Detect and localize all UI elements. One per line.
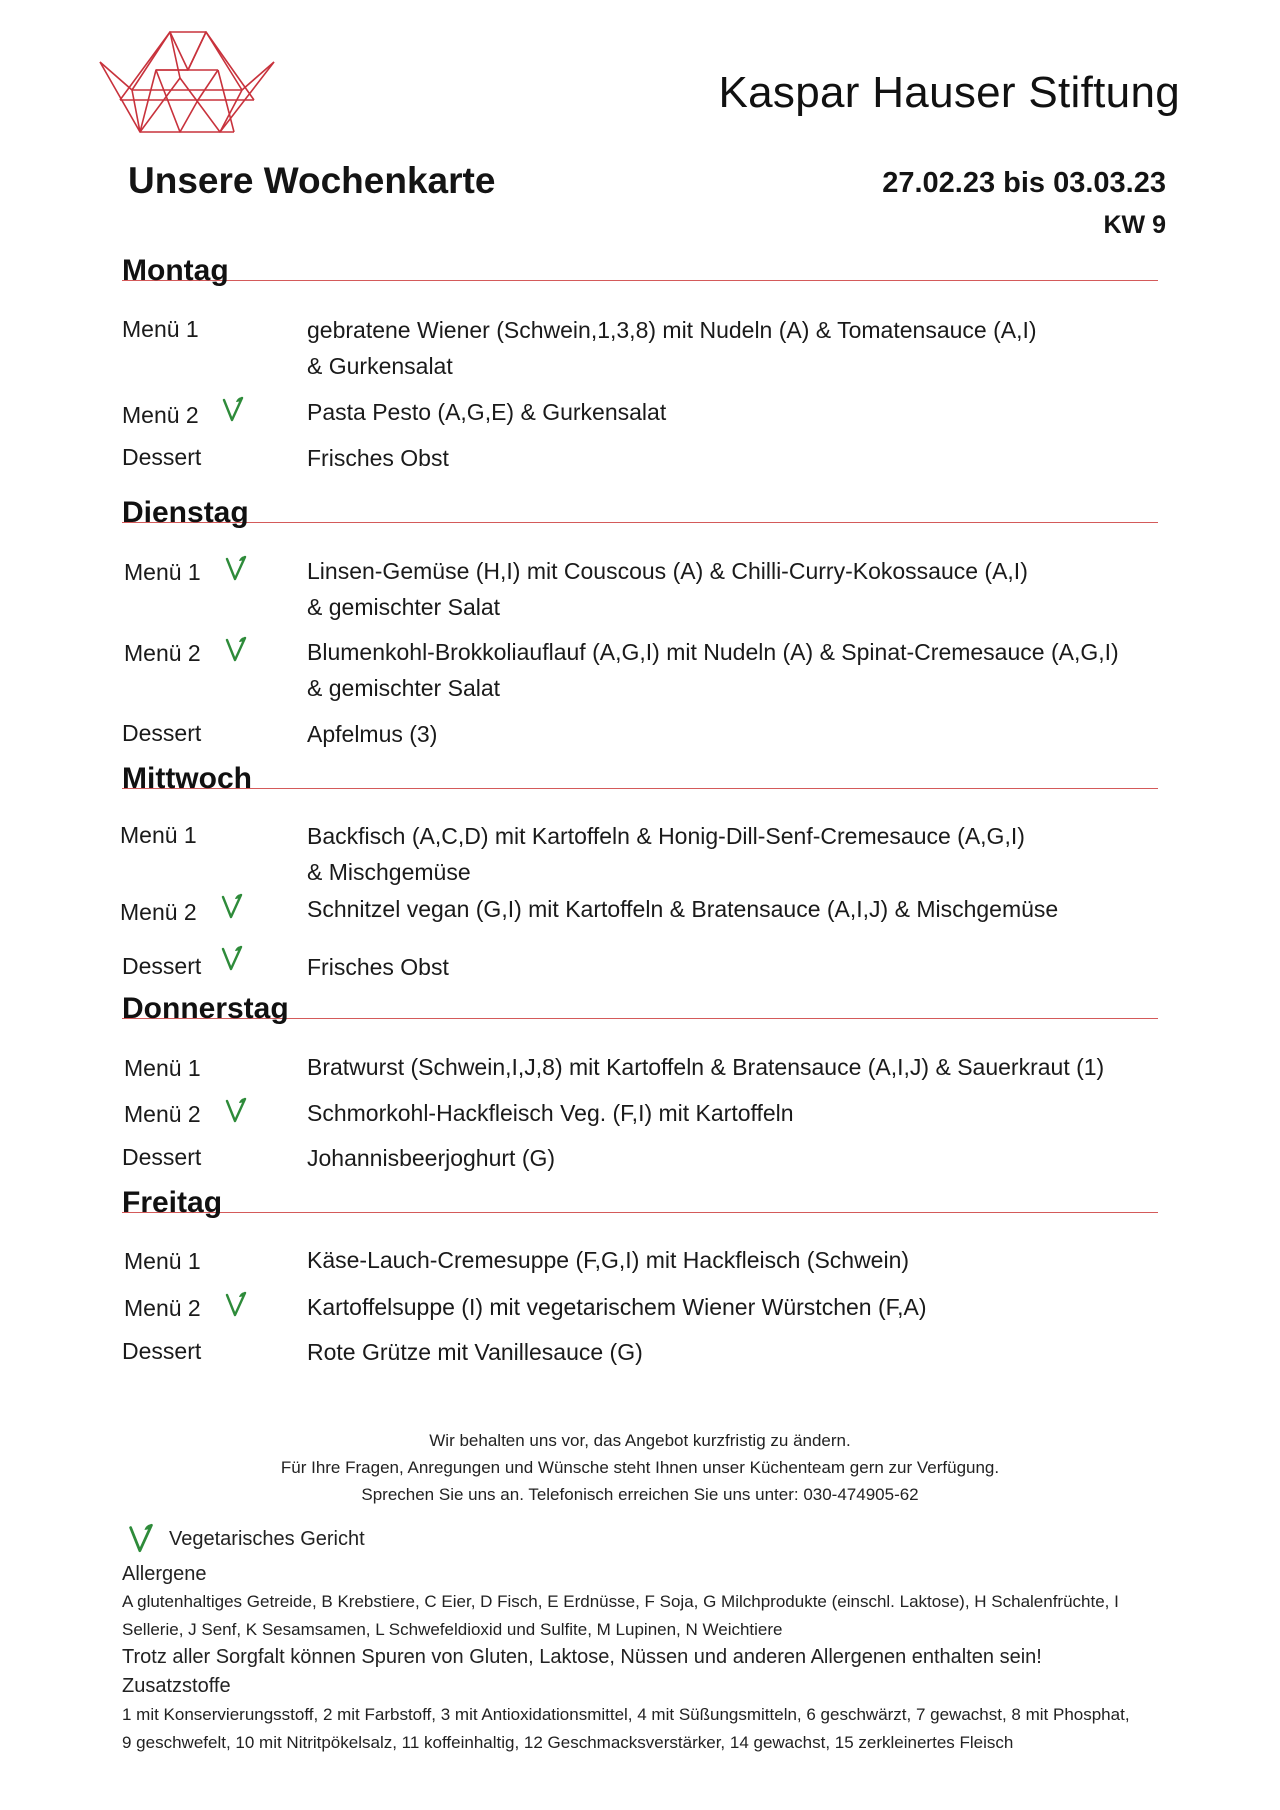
calendar-week: KW 9 [1103, 211, 1166, 239]
leaf-v-icon [221, 945, 243, 971]
crown-logo-icon [98, 30, 276, 136]
dish-line: & Gurkensalat [307, 353, 453, 379]
menu-label: Dessert [122, 1144, 202, 1170]
dish-line: gebratene Wiener (Schwein,1,3,8) mit Nudeln (A) & Tomatensauce (A,I) [307, 317, 1037, 343]
menu-label: Menü 2 [124, 1101, 201, 1127]
menu-label: Dessert [122, 1338, 202, 1364]
menu-label: Dessert [122, 444, 202, 470]
dish-line: Bratwurst (Schwein,I,J,8) mit Kartoffeln & Bratensauce (A,I,J) & Sauerkraut (1) [307, 1054, 1105, 1080]
leaf-v-icon [225, 555, 247, 581]
dish-line: Schmorkohl-Hackfleisch Veg. (F,I) mit Kartoffeln [307, 1100, 794, 1126]
day-name: Mittwoch [122, 762, 252, 795]
menu-label: Menü 2 [124, 1295, 201, 1321]
additives-title: Zusatzstoffe [122, 1675, 231, 1697]
dish-line: Pasta Pesto (A,G,E) & Gurkensalat [307, 399, 667, 425]
leaf-v-icon [225, 1097, 247, 1123]
day-name: Donnerstag [122, 992, 289, 1025]
dish-line: Schnitzel vegan (G,I) mit Kartoffeln & Bratensauce (A,I,J) & Mischgemüse [307, 896, 1059, 922]
vegetarian-legend: Vegetarisches Gericht [169, 1528, 365, 1550]
menu-label: Menü 1 [124, 1055, 201, 1081]
dish-line: Apfelmus (3) [307, 721, 438, 747]
page-title: Unsere Wochenkarte [128, 160, 496, 201]
leaf-v-icon [225, 1291, 247, 1317]
menu-label: Menü 1 [122, 316, 199, 342]
dish-line: & gemischter Salat [307, 675, 501, 701]
day-name: Montag [122, 254, 229, 287]
notice-line: Wir behalten uns vor, das Angebot kurzfristig zu ändern. [429, 1431, 851, 1450]
day-heading-dienstag [122, 482, 1158, 529]
menu-label: Dessert [122, 953, 202, 979]
dish-line: & gemischter Salat [307, 594, 501, 620]
dish-line: Backfisch (A,C,D) mit Kartoffeln & Honig-Dill-Senf-Cremesauce (A,G,I) [307, 823, 1025, 849]
additives-line: 1 mit Konservierungsstoff, 2 mit Farbstoff, 3 mit Antioxidationsmittel, 4 mit Süßungsmitteln, 6 geschwärzt, 7 gewachst, 8 mit Phosphat, [122, 1705, 1130, 1724]
traces-warning: Trotz aller Sorgfalt können Spuren von Gluten, Laktose, Nüssen und anderen Allergenen enthalten sein! [122, 1646, 1042, 1668]
menu-label: Menü 1 [124, 1248, 201, 1274]
menu-label: Dessert [122, 720, 202, 746]
menu-label: Menü 2 [124, 640, 201, 666]
dish-line: Kartoffelsuppe (I) mit vegetarischem Wiener Würstchen (F,A) [307, 1294, 927, 1320]
day-heading-freitag [122, 1172, 1158, 1219]
dish-line: Rote Grütze mit Vanillesauce (G) [307, 1339, 643, 1365]
leaf-v-icon [128, 1523, 154, 1553]
menu-label: Menü 2 [122, 402, 199, 428]
day-name: Dienstag [122, 496, 249, 529]
dish-line: Frisches Obst [307, 445, 449, 471]
allergens-title: Allergene [122, 1563, 207, 1585]
organization-name: Kaspar Hauser Stiftung [718, 68, 1180, 117]
date-range: 27.02.23 bis 03.03.23 [882, 167, 1166, 199]
dish-line: Blumenkohl-Brokkoliauflauf (A,G,I) mit Nudeln (A) & Spinat-Cremesauce (A,G,I) [307, 639, 1119, 665]
notice-line: Für Ihre Fragen, Anregungen und Wünsche steht Ihnen unser Küchenteam gern zur Verfügung. [280, 1458, 1000, 1477]
dish-line: Linsen-Gemüse (H,I) mit Couscous (A) & Chilli-Curry-Kokossauce (A,I) [307, 558, 1028, 584]
additives-line: 9 geschwefelt, 10 mit Nitritpökelsalz, 11 koffeinhaltig, 12 Geschmacksverstärker, 14 gewachst, 15 zerkleinertes Fleisch [122, 1733, 1014, 1752]
day-name: Freitag [122, 1186, 223, 1219]
day-heading-mittwoch [122, 748, 1158, 795]
dish-line: Käse-Lauch-Cremesuppe (F,G,I) mit Hackfleisch (Schwein) [307, 1247, 910, 1273]
menu-label: Menü 1 [120, 822, 197, 848]
notice-line: Sprechen Sie uns an. Telefonisch erreichen Sie uns unter: 030-474905-62 [361, 1485, 919, 1504]
day-heading-donnerstag [122, 978, 1158, 1025]
allergens-line: A glutenhaltiges Getreide, B Krebstiere, C Eier, D Fisch, E Erdnüsse, F Soja, G Milchprodukte (einschl. Laktose), H Schalenfrüchte, I [122, 1592, 1119, 1611]
allergens-line: Sellerie, J Senf, K Sesamsamen, L Schwefeldioxid und Sulfite, M Lupinen, N Weichtiere [122, 1620, 783, 1639]
menu-label: Menü 1 [124, 559, 201, 585]
day-heading-montag [122, 240, 1158, 287]
dish-line: & Mischgemüse [307, 859, 471, 885]
dish-line: Frisches Obst [307, 954, 449, 980]
dish-line: Johannisbeerjoghurt (G) [307, 1145, 556, 1171]
leaf-v-icon [225, 636, 247, 662]
leaf-v-icon [222, 396, 244, 422]
menu-label: Menü 2 [120, 899, 197, 925]
leaf-v-icon [221, 893, 243, 919]
